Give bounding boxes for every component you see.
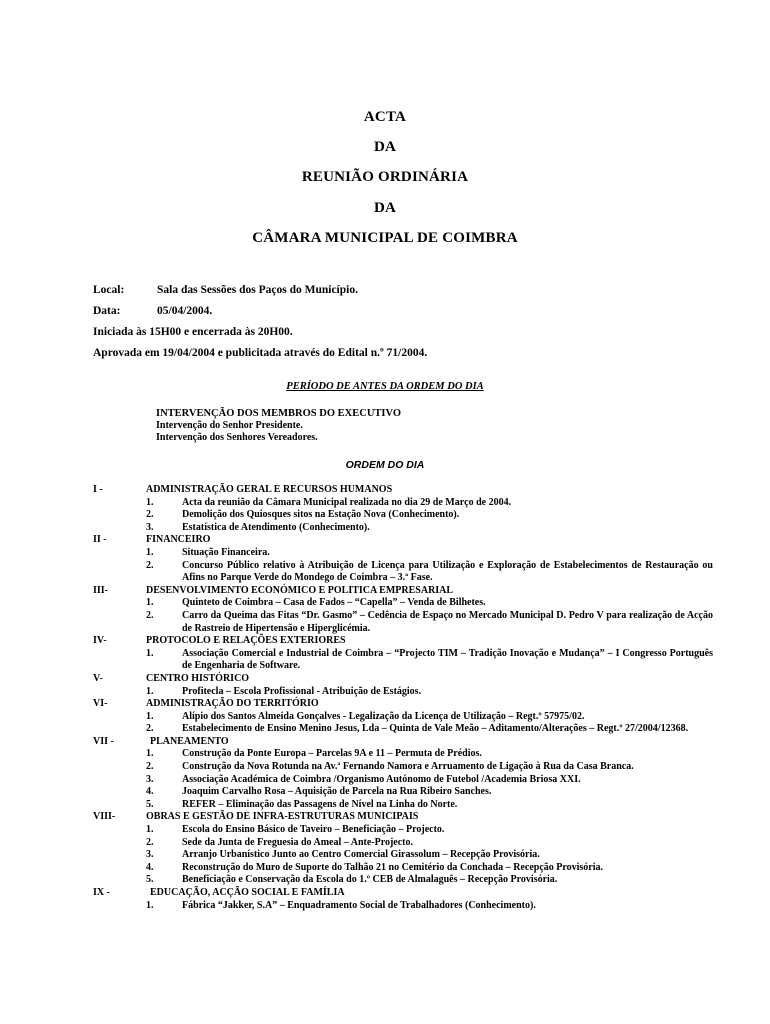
item-number: 3. [146,773,154,785]
agenda-item [146,774,713,787]
agenda-item [146,761,713,774]
item-text: Acta da reunião da Câmara Municipal realizada no dia 29 de Março de 2004. [182,496,512,508]
item-number: 1. [146,685,154,697]
agenda-item [146,597,713,610]
periodo-body [156,408,401,443]
meta-local-label: Local: [93,284,125,296]
section-number: III- [93,584,109,596]
item-text: Associação Académica de Coimbra /Organismo Autónomo de Futebol /Academia Briosa XXI. [182,773,581,785]
item-number: 2. [146,723,154,735]
agenda-item [146,862,713,875]
item-number: 2. [146,559,154,571]
section-title: EDUCAÇÃO, ACÇÃO SOCIAL E FAMÍLIA [150,887,345,898]
title-camara: CÂMARA MUNICIPAL DE COIMBRA [252,230,518,246]
section-number: VII - [93,735,114,747]
item-number: 2. [146,761,154,773]
agenda-item [146,686,713,699]
agenda-item [146,560,713,585]
agenda-item [146,509,713,522]
section-number: V- [93,672,103,684]
periodo-line: INTERVENÇÃO DOS MEMBROS DO EXECUTIVO [156,408,402,419]
agenda-item [146,799,713,812]
agenda-item [146,497,713,510]
item-text: Demolição dos Quiosques sitos na Estação Nova (Conhecimento). [182,509,460,521]
item-text: Profitecla – Escola Profissional - Atribuição de Estágios. [182,685,422,697]
item-text: Situação Financeira. [182,546,270,558]
section-number: VI- [93,698,108,710]
meta-aprovada: Aprovada em 19/04/2004 e publicitada através do Edital n.º 71/2004. [93,347,428,359]
agenda-item [146,711,713,724]
meta-local-value: Sala das Sessões dos Paços do Município. [157,284,358,296]
item-number: 1. [146,647,154,659]
item-text: Associação Comercial e Industrial de Coimbra – “Projecto TIM – Tradição Inovação e Mudança” – I Congresso Português de Engenharia de Software. [182,647,713,672]
agenda-item [146,900,713,913]
agenda-section [93,887,713,912]
agenda-section [93,673,713,698]
meta-data-label: Data: [93,305,121,317]
item-text: Sede da Junta de Freguesia do Ameal – Ante-Projecto. [182,836,414,848]
item-number: 5. [146,874,154,886]
agenda-section [93,811,713,887]
section-title: OBRAS E GESTÃO DE INFRA-ESTRUTURAS MUNICIPAIS [146,811,419,823]
ordem-heading: ORDEM DO DIA [345,459,425,471]
agenda-section [93,585,713,635]
title-da-1: DA [373,139,397,155]
item-text: Concurso Público relativo à Atribuição de Licença para Utilização e Exploração de Estabelecimentos de Restauração ou Afins no Parque Verde do Mondego de Coimbra – 3.ª Fase. [182,559,713,584]
item-number: 4. [146,861,154,873]
meta-iniciada: Iniciada às 15H00 e encerrada às 20H00. [93,326,293,338]
title-da-2: DA [373,200,397,216]
meta-data-value: 05/04/2004. [157,305,213,317]
item-number: 1. [146,824,154,836]
item-text: Arranjo Urbanístico Junto ao Centro Comercial Girassolum – Recepção Provisória. [182,849,540,861]
item-text: Escola do Ensino Básico de Taveiro – Beneficiação – Projecto. [182,824,445,836]
item-number: 1. [146,899,154,911]
section-title: CENTRO HISTÓRICO [146,672,250,684]
item-text: Joaquim Carvalho Rosa – Aquisição de Parcela na Rua Ribeiro Sanches. [182,786,492,798]
agenda-item [146,723,713,736]
section-number: IX - [93,887,110,898]
periodo-line: Intervenção dos Senhores Vereadores. [156,431,318,443]
section-title: PROTOCOLO E RELAÇÕES EXTERIORES [146,635,346,647]
item-number: 2. [146,609,154,621]
section-title: PLANEAMENTO [150,735,229,747]
item-number: 3. [146,521,154,533]
agenda-item [146,849,713,862]
section-number: II - [93,534,107,546]
item-number: 2. [146,836,154,848]
periodo-line: Intervenção do Senhor Presidente. [156,419,303,431]
section-number: IV- [93,635,107,647]
agenda-section [93,635,713,673]
agenda-section [93,534,713,584]
item-text: Beneficiação e Conservação da Escola do 1.º CEB de Almalaguês – Recepção Provisória. [182,874,558,886]
item-number: 2. [146,509,154,521]
item-number: 1. [146,597,154,609]
item-text: Carro da Queima das Fitas “Dr. Gasmo” – Cedência de Espaço no Mercado Municipal D. Pedro V para realização de Acção de Rastreio de Hipertensão e Hiperglicémia. [182,609,713,634]
item-text: Reconstrução do Muro de Suporte do Talhão 21 no Cemitério da Conchada – Recepção Provisória. [182,861,604,873]
title-acta: ACTA [363,109,407,125]
agenda-section [93,484,713,534]
item-number: 1. [146,748,154,760]
periodo-heading: PERÍODO DE ANTES DA ORDEM DO DIA [286,381,484,392]
item-text: Construção da Nova Rotunda na Av.ª Fernando Namora e Arruamento de Ligação à Rua da Casa Branca. [182,761,634,773]
item-number: 4. [146,786,154,798]
agenda-section [93,698,713,736]
item-number: 1. [146,710,154,722]
agenda-list [93,484,713,912]
item-text: Construção da Ponte Europa – Parcelas 9A e 11 – Permuta de Prédios. [182,748,482,760]
meta-local [93,283,358,297]
agenda-item [146,824,713,837]
section-number: I - [93,484,103,495]
section-number: VIII- [93,811,116,823]
item-text: REFER – Eliminação das Passagens de Nível na Linha do Norte. [182,798,458,810]
agenda-item [146,522,713,535]
agenda-section [93,736,713,812]
agenda-item [146,610,713,635]
item-number: 1. [146,496,154,508]
meta-data [93,304,212,318]
item-number: 5. [146,798,154,810]
section-title: DESENVOLVIMENTO ECONÓMICO E POLITICA EMPRESARIAL [146,584,454,596]
agenda-item [146,748,713,761]
title-reuniao: REUNIÃO ORDINÁRIA [301,169,469,185]
item-text: Estabelecimento de Ensino Menino Jesus, Lda – Quinta de Vale Meão – Aditamento/Alterações – Regt.º 27/2004/12368. [182,723,689,735]
agenda-item [146,874,713,887]
item-text: Alípio dos Santos Almeida Gonçalves - Legalização da Licença de Utilização – Regt.º 57975/02. [182,710,585,722]
agenda-item [146,648,713,673]
agenda-item [146,547,713,560]
section-title: ADMINISTRAÇÃO GERAL E RECURSOS HUMANOS [146,484,393,495]
item-text: Quinteto de Coimbra – Casa de Fados – “Capella” – Venda de Bilhetes. [182,597,486,609]
item-text: Fábrica “Jakker, S.A” – Enquadramento Social de Trabalhadores (Conhecimento). [182,899,536,911]
agenda-item [146,786,713,799]
section-title: FINANCEIRO [146,534,211,546]
item-number: 1. [146,546,154,558]
item-number: 3. [146,849,154,861]
section-title: ADMINISTRAÇÃO DO TERRITÓRIO [146,698,319,710]
item-text: Estatística de Atendimento (Conhecimento). [182,521,370,533]
agenda-item [146,837,713,850]
